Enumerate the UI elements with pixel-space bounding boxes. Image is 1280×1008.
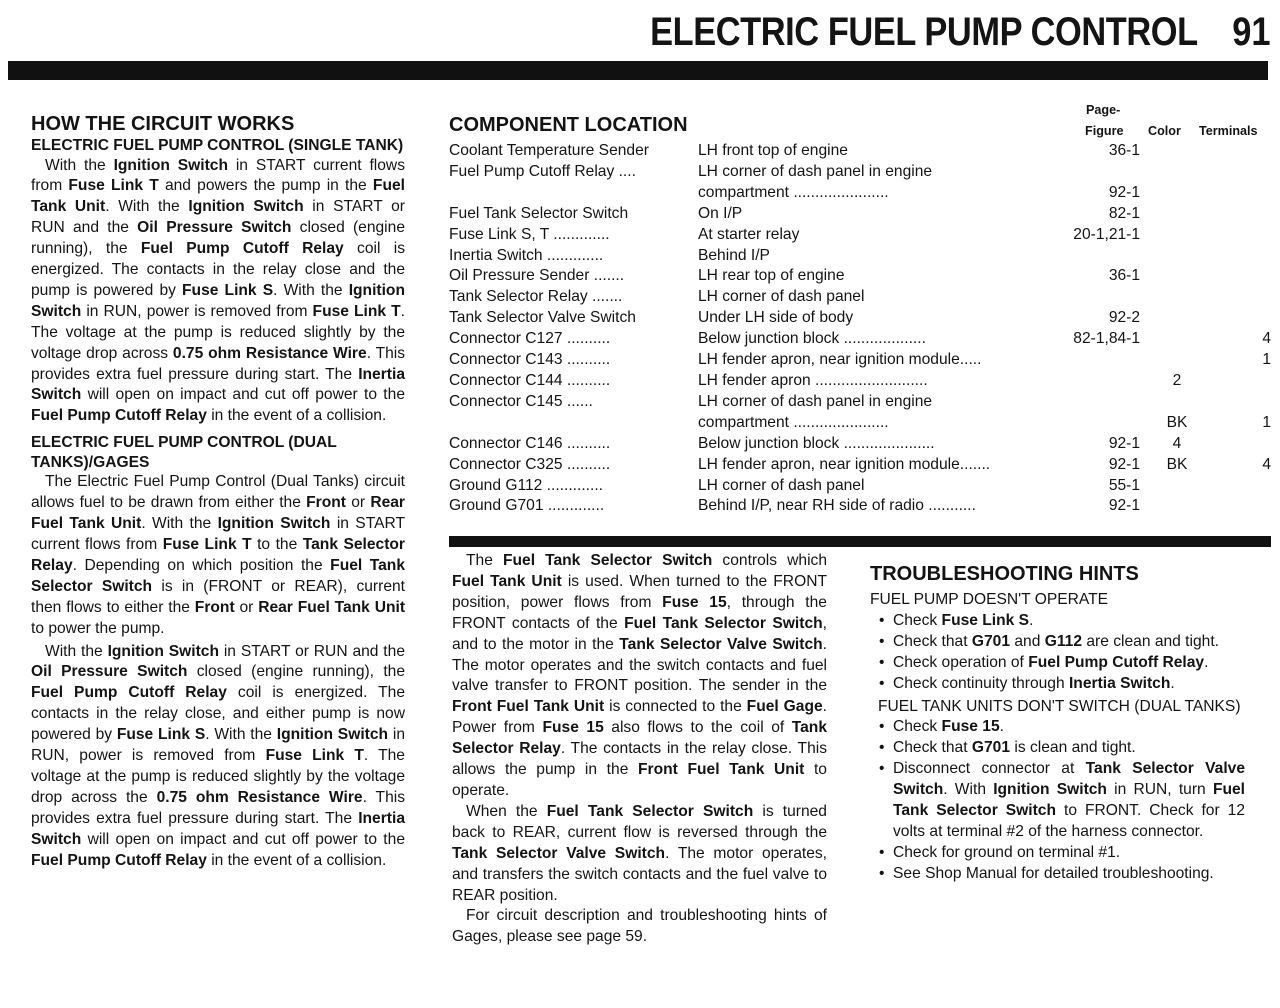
component-location: LH rear top of engine: [697, 267, 845, 285]
component-name: Connector C143 ..........: [449, 351, 611, 369]
hint-list: [870, 717, 1245, 884]
wire-color: BK: [1166, 413, 1188, 431]
wire-color: [1140, 287, 1214, 308]
component-location: LH fender apron, near ignition module.......: [697, 455, 991, 473]
terminal-count: [1214, 434, 1271, 455]
component-name: Connector C144 ..........: [449, 371, 611, 389]
table-row: [449, 246, 1271, 267]
wire-color: [1140, 329, 1214, 350]
component-location: Below junction block ...................: [697, 330, 926, 348]
section-heading: HOW THE CIRCUIT WORKS: [31, 113, 295, 135]
wire-color: [1140, 246, 1214, 267]
terminal-count: [1214, 266, 1271, 287]
page-figure: 36-1: [1108, 267, 1141, 285]
wire-color: [1140, 308, 1214, 329]
paragraph: The Fuel Tank Selector Switch controls which Fuel Tank Unit is used. When turned to the FRONT position, power flows from Fuse 15, through the FRONT contacts of the Fuel Tank Selector Switch, and to the motor in the Tank Selector Valve Switch. The motor operates and the switch contacts and fuel valve transfer to FRONT position. The sender in the Front Fuel Tank Unit is connected to the Fuel Gage. Power from Fuse 15 also flows to the coil of Tank Selector Relay. The contacts in the relay close. This allows the pump in the Front Fuel Tank Unit to operate.: [452, 552, 827, 799]
component-location: LH corner of dash panel: [697, 288, 865, 306]
wire-color: [1140, 266, 1214, 287]
component-name: Coolant Temperature Sender: [449, 142, 649, 159]
wire-color: 2: [1172, 371, 1182, 389]
table-row: [449, 266, 1271, 287]
wire-color: [1140, 496, 1214, 517]
table-row: [449, 329, 1271, 350]
paragraph: With the Ignition Switch in START current flows from Fuse Link T and powers the pump in the Fuel Tank Unit. With the Ignition Switch in START or RUN and the Oil Pressure Switch closed (engine running), the Fuel Pump Cutoff Relay coil is energized. The contacts in the relay close and the pump is powered by Fuse Link S. With the Ignition Switch in RUN, power is removed from Fuse Link T. The voltage at the pump is reduced slightly by the voltage drop across 0.75 ohm Resistance Wire. This provides extra fuel pressure during start. The Inertia Switch will open on impact and cut off power to the Fuel Pump Cutoff Relay in the event of a collision.: [31, 156, 406, 425]
page-number: 91: [1231, 10, 1270, 54]
table-row: [449, 308, 1271, 329]
terminal-count: [1214, 496, 1271, 517]
table-row: [449, 496, 1271, 517]
table-row: [449, 392, 1271, 413]
component-name: Tank Selector Valve Switch: [449, 309, 636, 327]
hint-item: • Check operation of Fuel Pump Cutoff Relay.: [870, 653, 1245, 674]
section-heading: TROUBLESHOOTING HINTS: [870, 563, 1139, 585]
wire-color: [1140, 392, 1214, 413]
terminal-count: [1214, 183, 1271, 204]
component-location: LH corner of dash panel in engine: [697, 392, 933, 410]
page-figure: 82-1: [1108, 204, 1141, 222]
page-figure: [1073, 392, 1140, 413]
page-figure: 92-1: [1108, 183, 1141, 201]
page-figure: 92-1: [1108, 455, 1141, 473]
paragraph: With the Ignition Switch in START or RUN and the Oil Pressure Switch closed (engine running), the Fuel Pump Cutoff Relay coil is energized. The contacts in the relay close, and either pump is now powered by Fuse Link S. With the Ignition Switch in RUN, power is removed from Fuse Link T. The voltage at the pump is reduced slightly by the voltage drop across the 0.75 ohm Resistance Wire. This provides extra fuel pressure during start. The Inertia Switch will open on impact and cut off power to the Fuel Pump Cutoff Relay in the event of a collision.: [31, 642, 406, 869]
component-name: Oil Pressure Sender .......: [449, 267, 625, 285]
subsection-heading: ELECTRIC FUEL PUMP CONTROL (SINGLE TANK): [31, 137, 404, 154]
hint-item: • Check Fuse Link S.: [870, 611, 1245, 632]
component-location: LH fender apron, near ignition module.....: [697, 351, 982, 369]
component-name: Fuel Pump Cutoff Relay ....: [449, 162, 636, 180]
component-location: Behind I/P, near RH side of radio ...........: [697, 497, 976, 515]
page-figure: 92-1: [1108, 497, 1141, 515]
component-location: compartment ......................: [697, 183, 889, 201]
wire-color: [1140, 350, 1214, 371]
terminal-count: [1214, 476, 1271, 497]
wire-color: [1140, 141, 1214, 162]
component-name: Ground G112 .............: [449, 476, 603, 494]
component-name: Connector C145 ......: [449, 392, 593, 410]
page-figure: 82-1,84-1: [1073, 330, 1141, 348]
subsection-heading: FUEL TANK UNITS DON'T SWITCH (DUAL TANKS): [878, 697, 1241, 715]
wire-color: [1140, 162, 1214, 183]
component-name: Connector C325 ..........: [449, 455, 611, 473]
table-row: [449, 455, 1271, 476]
subsection-heading: ELECTRIC FUEL PUMP CONTROL (DUAL TANKS)/GAGES: [31, 434, 337, 471]
hint-item: • See Shop Manual for detailed troubleshooting.: [870, 864, 1245, 885]
terminal-count: [1214, 162, 1271, 183]
page-figure: [1073, 162, 1140, 183]
hint-item: • Disconnect connector at Tank Selector Valve Switch. With Ignition Switch in RUN, turn Fuel Tank Selector Switch to FRONT. Check for 12 volts at terminal #2 of the harness connector.: [870, 759, 1245, 843]
page-title: ELECTRIC FUEL PUMP CONTROL: [650, 10, 1198, 54]
page-figure: 20-1,21-1: [1073, 225, 1141, 243]
section-heading: COMPONENT LOCATION: [449, 114, 688, 136]
wire-color: [1140, 476, 1214, 497]
component-location: LH corner of dash panel in engine: [697, 162, 933, 180]
hint-item: • Check continuity through Inertia Switch.: [870, 674, 1245, 695]
column-header: Page-: [1086, 103, 1121, 117]
component-name: Connector C127 ..........: [449, 330, 611, 348]
terminal-count: [1214, 225, 1271, 246]
table-row: [449, 183, 1271, 204]
component-location: Below junction block .....................: [697, 434, 935, 452]
page-figure: [1073, 287, 1140, 308]
section-rule: [449, 536, 1271, 547]
hint-item: • Check for ground on terminal #1.: [870, 843, 1245, 864]
component-table: [449, 141, 1271, 517]
table-row: [449, 162, 1271, 183]
page-figure: [1073, 246, 1140, 267]
hint-list: [870, 611, 1245, 695]
table-row: [449, 371, 1271, 392]
component-location: LH front top of engine: [697, 142, 848, 159]
hint-item: • Check Fuse 15.: [870, 717, 1245, 738]
wire-color: [1140, 225, 1214, 246]
column-header: Figure: [1085, 124, 1124, 138]
component-location: compartment ......................: [697, 413, 889, 431]
wire-color: 4: [1172, 434, 1182, 452]
how-circuit-works-section: [31, 112, 405, 872]
table-row: [449, 413, 1271, 434]
component-location-section: [449, 103, 1271, 533]
page-figure: 36-1: [1108, 142, 1141, 159]
subsection-heading: FUEL PUMP DOESN'T OPERATE: [870, 591, 1109, 608]
table-row: [449, 204, 1271, 225]
wire-color: [1140, 183, 1214, 204]
component-location: Under LH side of body: [697, 309, 854, 327]
terminal-count: [1214, 246, 1271, 267]
component-location: At starter relay: [697, 225, 800, 243]
selector-switch-section: [452, 551, 827, 948]
header-rule: [8, 61, 1268, 80]
component-location: LH fender apron ..........................: [697, 371, 928, 389]
component-location: Behind I/P: [697, 246, 770, 264]
troubleshooting-section: [870, 562, 1245, 885]
component-name: Ground G701 .............: [449, 497, 605, 515]
table-row: [449, 225, 1271, 246]
table-row: [449, 287, 1271, 308]
terminal-count: [1214, 392, 1271, 413]
table-row: [449, 141, 1271, 162]
component-name: Inertia Switch .............: [449, 246, 604, 264]
table-row: [449, 434, 1271, 455]
terminal-count: 4: [1262, 455, 1271, 473]
table-row: [449, 476, 1271, 497]
paragraph: For circuit description and troubleshooting hints of Gages, please see page 59.: [452, 907, 827, 946]
component-name: Fuse Link S, T .............: [449, 225, 610, 243]
component-name: [449, 413, 698, 434]
table-row: [449, 350, 1271, 371]
page-figure: [1073, 371, 1140, 392]
page-figure: 55-1: [1108, 476, 1141, 494]
terminal-count: 1: [1262, 413, 1271, 431]
terminal-count: [1214, 141, 1271, 162]
component-name: [449, 183, 698, 204]
paragraph: The Electric Fuel Pump Control (Dual Tanks) circuit allows fuel to be drawn from either the Front or Rear Fuel Tank Unit. With the Ignition Switch in START current flows from Fuse Link T to the Tank Selector Relay. Depending on which position the Fuel Tank Selector Switch is in (FRONT or REAR), current then flows to either the Front or Rear Fuel Tank Unit to power the pump.: [31, 473, 406, 637]
wire-color: [1140, 204, 1214, 225]
wire-color: BK: [1166, 455, 1188, 473]
component-name: Tank Selector Relay .......: [449, 288, 623, 306]
column-header: Color: [1148, 124, 1181, 138]
page-figure: 92-2: [1108, 309, 1141, 327]
column-header: Terminals: [1199, 124, 1258, 138]
hint-item: • Check that G701 and G112 are clean and tight.: [870, 632, 1245, 653]
hint-item: • Check that G701 is clean and tight.: [870, 738, 1245, 759]
component-location: On I/P: [697, 204, 743, 222]
page-figure: [1073, 350, 1140, 371]
component-name: Connector C146 ..........: [449, 434, 611, 452]
page-figure: 92-1: [1108, 434, 1141, 452]
terminal-count: [1214, 371, 1271, 392]
terminal-count: [1214, 287, 1271, 308]
component-location: LH corner of dash panel: [697, 476, 865, 494]
paragraph: When the Fuel Tank Selector Switch is turned back to REAR, current flow is reversed through the Tank Selector Valve Switch. The motor operates, and transfers the switch contacts and the fuel valve to REAR position.: [452, 802, 827, 904]
terminal-count: [1214, 308, 1271, 329]
component-name: Fuel Tank Selector Switch: [449, 204, 629, 222]
page-figure: [1073, 413, 1140, 434]
terminal-count: [1214, 204, 1271, 225]
terminal-count: 4: [1262, 330, 1271, 348]
terminal-count: 1: [1262, 351, 1271, 369]
